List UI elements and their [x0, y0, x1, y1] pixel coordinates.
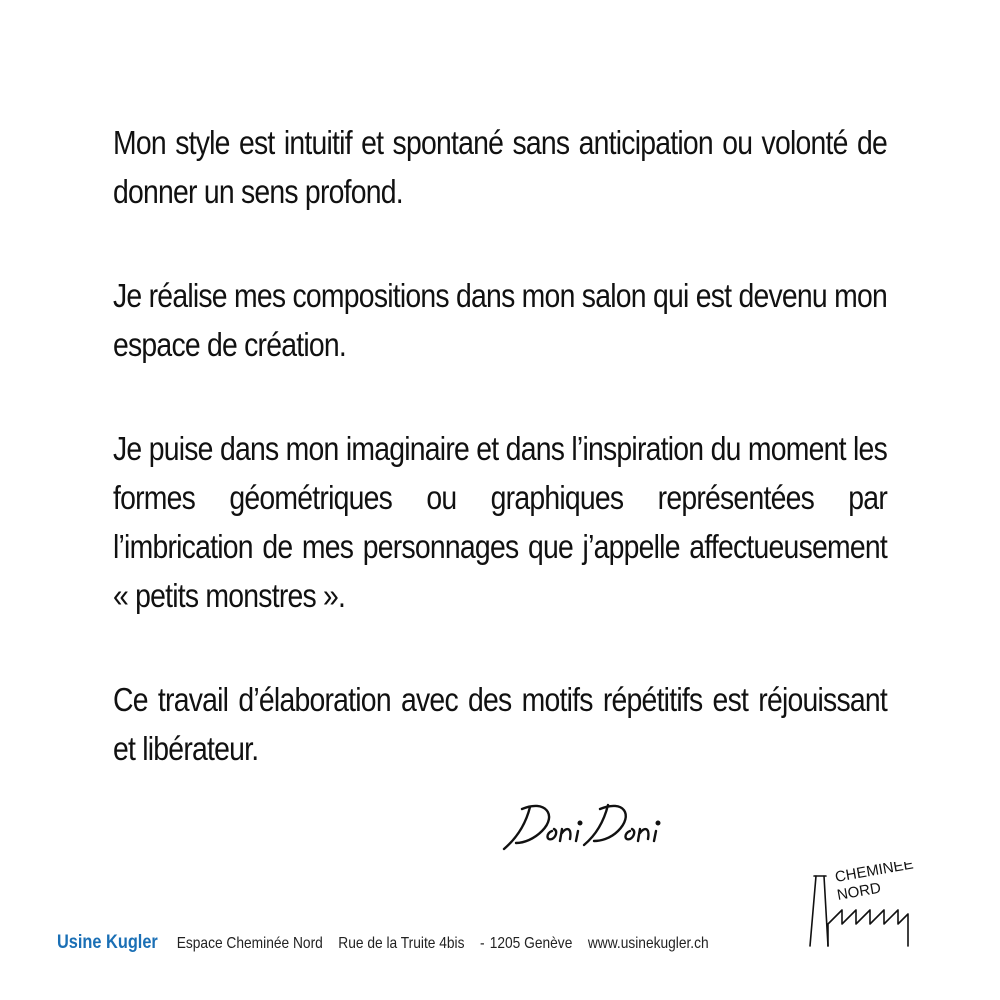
venue-name: Espace Cheminée Nord — [176, 935, 323, 952]
statement-paragraph-2: Je réalise mes compositions dans mon salon qui est devenu mon espace de création. — [113, 277, 887, 363]
logo-line-1: CHEMINÉE — [833, 862, 915, 886]
cheminee-nord-logo — [800, 862, 920, 962]
footer — [57, 932, 724, 960]
chimney-factory-graphic — [800, 862, 920, 962]
brand-name: Usine Kugler — [57, 932, 158, 953]
handwritten-signature — [500, 795, 690, 865]
statement-paragraph-3: Je puise dans mon imaginaire et dans l’inspiration du moment les formes géométriques ou graphiques représentées par l’imbrication de mes personnages que j’appelle affectueusement « petits monstres ». — [113, 430, 887, 614]
statement-paragraph-1: Mon style est intuitif et spontané sans anticipation ou volonté de donner un sens profond. — [113, 124, 887, 210]
city: 1205 Genève — [489, 935, 573, 952]
signature-graphic — [500, 795, 690, 865]
artist-statement — [113, 118, 887, 828]
website-link[interactable]: www.usinekugler.ch — [587, 935, 709, 952]
logo-line-2: NORD — [835, 879, 883, 904]
street-address: Rue de la Truite 4bis — [338, 935, 465, 952]
address-separator: - — [479, 935, 485, 952]
statement-paragraph-4: Ce travail d’élaboration avec des motifs répétitifs est réjouissant et libérateur. — [113, 681, 887, 767]
